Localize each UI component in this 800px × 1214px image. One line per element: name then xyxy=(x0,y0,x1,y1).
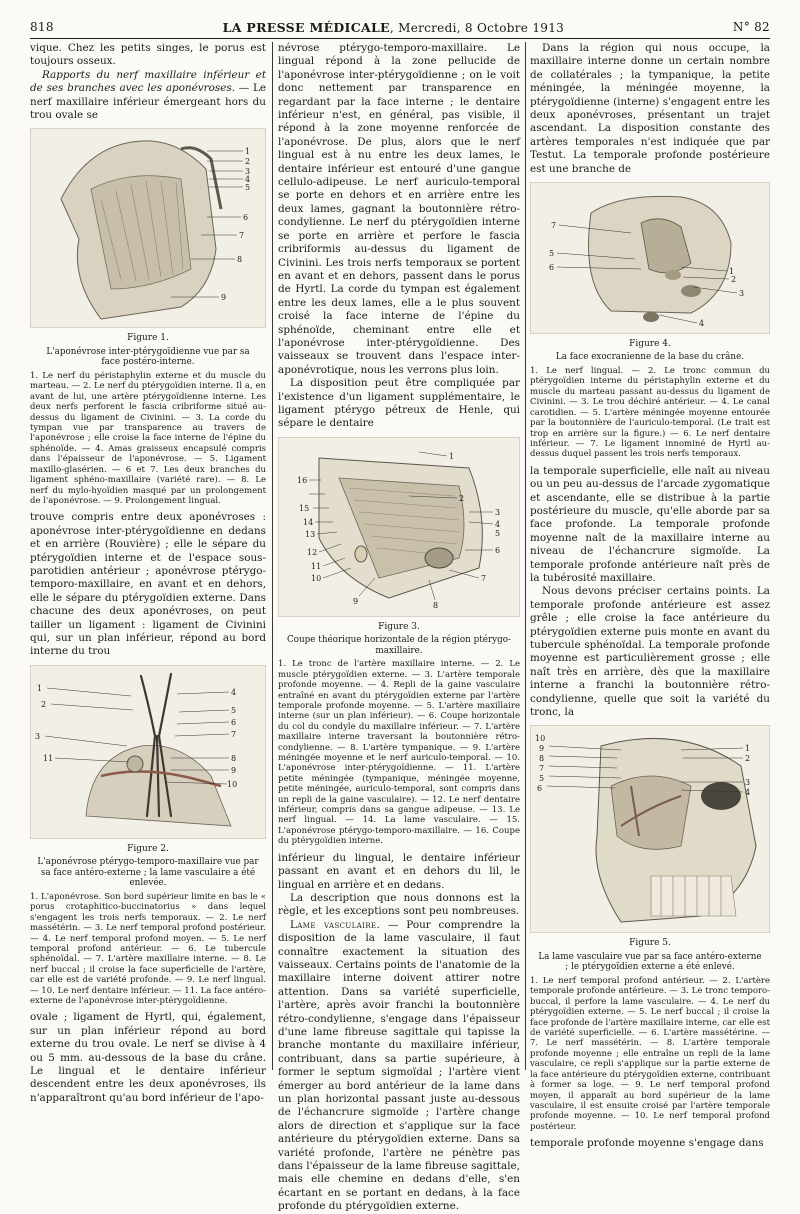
callout-number: 8 xyxy=(433,600,439,610)
callout-number: 1 xyxy=(745,744,751,754)
paragraph: inférieur du lingual, le dentaire inférieur passant en avant et en dehors du lil, le lingual en arrière et en dedans. xyxy=(278,851,520,891)
callout-number: 3 xyxy=(745,778,751,788)
callout-number: 8 xyxy=(237,255,243,265)
callout-number: 5 xyxy=(245,183,251,193)
callout-number: 11 xyxy=(311,561,322,571)
paragraph: La description que nous donnons est la règle, et les exceptions sont peu nombreuses. xyxy=(278,891,520,918)
figure-2-illustration xyxy=(30,665,266,839)
figure-1-caption: L'aponévrose inter-ptérygoïdienne vue par sa face postéro-interne. xyxy=(46,346,250,368)
figure-3-caption: Coupe théorique horizontale de la région ptérygo-maxillaire. xyxy=(286,635,512,656)
callout-number: 1 xyxy=(37,683,43,693)
figure-5-illustration xyxy=(530,725,770,933)
callout-number: 1 xyxy=(449,451,455,461)
paragraph: Dans la région qui nous occupe, la maxillaire interne donne un certain nombre de collatérales ; la tympanique, la petite méningée, la méningée moyenne, la ptérygoïdienne (interne) s'engagent entre les deux aponévroses, présentant un trajet ascendant. La disposition constante des artères temporales n'est indiquée que par Testut. La temporale profonde postérieure est une branche de xyxy=(530,42,770,175)
callout-number: 3 xyxy=(495,507,501,517)
figure-1-illustration xyxy=(30,128,266,328)
paragraph: La disposition peut être compliquée par l'existence d'un ligament supplémentaire, le ligament ptérygo pétreux de Henle, qui sépare le dentaire xyxy=(278,377,520,430)
callout-number: 6 xyxy=(243,213,249,223)
publication-title: LA PRESSE MÉDICALE xyxy=(222,19,390,35)
section-heading: Lame vasculaire. xyxy=(290,918,381,931)
callout-number: 13 xyxy=(305,529,316,539)
paragraph: temporale profonde moyenne s'engage dans xyxy=(530,1137,764,1150)
callout-number: 10 xyxy=(311,573,322,583)
callout-number: 15 xyxy=(299,503,310,513)
callout-number: 6 xyxy=(495,545,501,555)
figure-5-legend: 1. Le nerf temporal profond antérieur. — 2. L'artère temporale profonde antérieure. — 3. Le tronc temporo-buccal, il perfore la lame vasculaire. — 4. Le nerf du ptérygoïdien externe. — 5. Le nerf buccal ; il croise la face profonde de l'artère maxillaire interne, car elle est de variété superficielle. — 6. L'artère massétérine. — 7. Le nerf massétérin. — 8. L'artère temporale profonde moyenne ; elle entraîne un repli de la lame vasculaire, ce repli s'applique sur la partie externe de la face antérieure du ptérygoïdien externe, contribuant à former sa loge. — 9. Le nerf temporal profond moyen, il apparaît au bord supérieur de la lame vasculaire, il est ensuite croisé par l'artère temporale profonde moyenne. — 10. Le nerf temporal profond postérieur. xyxy=(530,976,770,1132)
paragraph: névrose ptérygo-temporo-maxillaire. Le lingual répond à la zone pellucide de l'aponévrose inter-ptérygoïdienne ; on le voit donc nettement par transparence en regardant par la face interne ; le dentaire inférieur n'est, en général, pas visible, il répond à la zone moyenne renforcée de l'aponévrose. De plus, alors que le nerf lingual est à nu entre les deux lames, le dentaire inférieur est entouré d'une gangue cellulo-adipeuse. Le nerf auriculo-temporal se porte en dehors et en arrière entre les deux lames, gagnant la boutonnière rétro-condylienne. Le nerf du ptérygoïdien interne se porte en arrière et perfore le fascia cribriformis au-dessus du ligament de Civinini. Les trois nerfs temporaux se portent en avant et en dehors, passent dans le porus de Hyrtl. La corde du tympan est également entre les deux lames, elle a le plus souvent croisé la face interne de l'épine du sphénoïde, cheminant entre elle et l'aponévrose inter-ptérygoïdienne. Des vaisseaux se trouvent dans l'espace inter-aponévrotique, nous les verrons plus loin. xyxy=(278,42,520,376)
paragraph: trouve compris entre deux aponévroses : aponévrose inter-ptérygoïdienne en dedans et en arrière (Rouvière) ; elle le sépare du ptérygoïdien interne et de l'espace sous-parotidien antérieur ; aponévrose ptérygo-temporo-maxillaire, en avant et en dehors, elle le sépare du ptérygoïdien externe. Dans chacune des deux aponévroses, on peut tailler un ligament : ligament de Civinini qui, sur un plan inférieur, répond au bord interne du trou xyxy=(30,511,266,658)
callout-number: 7 xyxy=(481,573,487,583)
paragraph: ovale ; ligament de Hyrtl, qui, également, sur un plan inférieur répond au bord externe du trou ovale. Le nerf se divise à 4 ou 5 mm. au-dessous de la base du crâne. Le lingual et le dentaire inférieur descendent entre les deux aponévroses, ils n'apparaîtront qu'au bord inférieur de l'apo- xyxy=(30,1011,266,1104)
column-rule xyxy=(525,42,526,1070)
figure-1-label: Figure 1. xyxy=(127,333,169,344)
figure-5-label: Figure 5. xyxy=(629,938,671,949)
callout-number: 7 xyxy=(239,231,245,241)
callout-number: 2 xyxy=(459,493,465,503)
figure-2-legend: 1. L'aponévrose. Son bord supérieur limite en bas le « porus crotaphitico-buccinatorius » dans lequel s'engagent les trois nerfs temporaux. — 2. Le nerf massétérin. — 3. Le nerf temporal profond postérieur. — 4. Le nerf temporal profond moyen. — 5. Le nerf temporal profond antérieur. — 6. Le tubercule sphénoïdal. — 7. L'artère maxillaire interne. — 8. Le nerf buccal ; il croise la face superficielle de l'artère, car elle est de variété profonde. — 9. Le nerf lingual. — 10. Le nerf dentaire inférieur. — 11. La face antéro-externe de l'aponévrose inter-ptérygoïdienne. xyxy=(30,891,266,1007)
paragraph: Rapports du nerf maxillaire inférieur et de ses branches avec les aponévroses. — Le nerf maxillaire inférieur émergeant hors du trou ovale se xyxy=(30,68,266,122)
column-1 xyxy=(30,42,266,1104)
page-number: 818 xyxy=(30,20,54,34)
callout-number: 3 xyxy=(35,731,41,741)
figure-1-legend: 1. Le nerf du péristaphylin externe et du muscle du marteau. — 2. Le nerf du ptérygoïdien interne. Il a, en avant de lui, une artère ptérygoïdienne interne. Les deux nerfs perforent le fascia cribriforme situé au-dessus du ligament de Civinini. — 3. La corde du tympan vue par transparence au travers de l'aponévrose ; elle croise la face interne de l'épine du sphénoïde. — 4. Amas graisseux encapsulé compris dans l'épaisseur de l'aponévrose. — 5. Ligament maxillo-glasérien. — 6 et 7. Les deux branches du ligament sphéno-maxillaire (variété rare). — 8. Le nerf du mylo-hyoïdien masqué par un prolongement de l'aponévrose. — 9. Prolongement lingual. xyxy=(30,371,266,506)
callout-number: 10 xyxy=(227,779,238,789)
section-heading: Rapports du nerf maxillaire inférieur et de ses branches avec les aponévroses. xyxy=(30,68,266,95)
callout-number: 6 xyxy=(549,263,555,273)
callout-number: 4 xyxy=(745,788,751,798)
callout-number: 3 xyxy=(245,167,251,177)
callout-number: 5 xyxy=(231,705,237,715)
callout-number: 9 xyxy=(221,293,227,303)
callout-number: 2 xyxy=(245,157,251,167)
column-3 xyxy=(530,42,770,1150)
callout-number: 5 xyxy=(495,528,501,538)
callout-number: 6 xyxy=(537,784,543,794)
callout-number: 4 xyxy=(495,519,501,529)
figure-4-illustration xyxy=(530,182,770,334)
figure-3-illustration xyxy=(278,437,520,617)
column-rule xyxy=(272,42,273,1070)
callout-number: 4 xyxy=(231,687,237,697)
callout-number: 10 xyxy=(535,734,546,744)
callout-number: 2 xyxy=(745,754,751,764)
callout-number: 4 xyxy=(245,175,251,185)
callout-number: 7 xyxy=(551,221,557,231)
callout-number: 3 xyxy=(739,289,745,299)
figure-5-caption: La lame vasculaire vue par sa face antéro-externe ; le ptérygoïdien externe a été enlevé. xyxy=(538,951,762,973)
paragraph: Nous devons préciser certains points. La temporale profonde antérieure est assez grêle ; elle croise la face antérieure du ptérygoïdien externe puis monte en avant du tubercule sphénoïdal. La temporale profonde moyenne est particulièrement grosse ; elle naît très en arrière, dès que la maxillaire interne a franchi la boutonnière rétro-condylienne, quelle que soit la variété du tronc, la xyxy=(530,585,770,719)
paragraph: la temporale superficielle, elle naît au niveau ou un peu au-dessus de l'arcade zygomatique et ascendante, elle se distribue à la partie postérieure du muscle, qu'elle aborde par sa face profonde. La temporale profonde moyenne naît de la maxillaire interne au niveau de l'échancrure sigmoïde. La temporale profonde antérieure naît près de la tubérosité maxillaire. xyxy=(530,464,770,584)
callout-number: 2 xyxy=(41,699,47,709)
callout-number: 9 xyxy=(353,596,359,606)
issue-number: N° 82 xyxy=(732,20,770,34)
callout-number: 1 xyxy=(245,147,251,157)
figure-3-label: Figure 3. xyxy=(378,621,420,632)
figure-4-caption: La face exocranienne de la base du crâne. xyxy=(555,352,745,363)
callout-number: 14 xyxy=(303,517,314,527)
callout-number: 8 xyxy=(539,754,545,764)
callout-number: 1 xyxy=(729,267,735,277)
issue-date: , Mercredi, 8 Octobre 1913 xyxy=(389,20,565,35)
callout-number: 5 xyxy=(539,774,545,784)
column-2 xyxy=(278,42,520,1213)
figure-2-label: Figure 2. xyxy=(127,843,169,854)
callout-number: 6 xyxy=(231,717,237,727)
paragraph: vique. Chez les petits singes, le porus est toujours osseux. xyxy=(30,42,266,68)
figure-2-caption: L'aponévrose ptérygo-temporo-maxillaire vue par sa face antéro-externe ; la lame vasculaire a été enlevée. xyxy=(37,857,259,889)
callout-number: 7 xyxy=(539,764,545,774)
callout-number: 5 xyxy=(549,249,555,259)
page-header xyxy=(30,16,770,39)
figure-4-legend: 1. Le nerf lingual. — 2. Le tronc commun du ptérygoïdien interne du péristaphylin externe et du muscle du marteau passant au-dessus du ligament de Civinini. — 3. Le trou déchiré antérieur. — 4. Le canal carotidien. — 5. L'artère méningée moyenne entourée par la boutonnière de l'auriculo-temporal. (Le trait est trop en arrière sur la figure.) — 6. Le nerf dentaire inférieur. — 7. Le ligament innominé de Hyrtl au-dessus duquel passent les trois nerfs temporaux. xyxy=(530,366,770,460)
callout-number: 12 xyxy=(307,547,318,557)
figure-3-legend: 1. Le tronc de l'artère maxillaire interne. — 2. Le muscle ptérygoïdien externe. — 3. L'artère temporale profonde moyenne. — 4. Repli de la gaine vasculaire entraîné en avant du ptérygoïdien externe par l'artère temporale profonde moyenne. — 5. L'artère maxillaire interne (sur un plan inférieur). — 6. Coupe horizontale du col du condyle du maxillaire inférieur. — 7. L'artère maxillaire interne traversant la boutonnière rétro-condylienne. — 8. L'artère tympanique. — 9. L'artère méningée moyenne et le nerf auriculo-temporal. — 10. L'aponévrose inter-ptérygoïdienne. — 11. L'artère petite méningée (tympanique, méningée moyenne, petite méningée, auriculo-temporal, sont compris dans un repli de la gaine vasculaire). — 12. Le nerf dentaire inférieur, compris dans sa gangue adipeuse. — 13. Le nerf lingual. — 14. La lame vasculaire. — 15. L'aponévrose ptérygo-temporo-maxillaire. — 16. Coupe du ptérygoïdien interne. xyxy=(278,659,520,847)
callout-number: 4 xyxy=(699,319,705,329)
callout-number: 16 xyxy=(297,475,308,485)
callout-number: 11 xyxy=(43,753,54,763)
callout-number: 9 xyxy=(539,744,545,754)
masthead xyxy=(223,20,564,35)
callout-number: 7 xyxy=(231,729,237,739)
paragraph: Lame vasculaire. — Pour comprendre la disposition de la lame vasculaire, il faut connaître exactement la situation des vaisseaux. Certains points de l'anatomie de la maxillaire interne doivent attirer notre attention. Dans sa variété superficielle, l'artère, après avoir franchi la boutonnière rétro-condylienne, s'engage dans l'épaisseur d'une lame fibreuse sagittale qui tapisse la branche montante du maxillaire inférieur, contribuant, dans sa partie supérieure, à former le septum sigmoïdal ; l'artère vient émerger au bord antérieur de la lame dans un plan horizontal passant juste au-dessous de l'échancrure sigmoïde ; l'artère change alors de direction et s'applique sur la face antérieure du ptérygoïdien externe. Dans sa variété profonde, l'artère ne pénètre pas dans l'épaisseur de la lame fibreuse sagittale, mais elle chemine en dedans d'elle, s'en écartant en se portant en dedans, à la face profonde du ptérygoïdien externe. xyxy=(278,918,520,1213)
callout-number: 9 xyxy=(231,765,237,775)
figure-4-label: Figure 4. xyxy=(629,339,671,350)
callout-number: 2 xyxy=(731,275,737,285)
callout-number: 8 xyxy=(231,753,237,763)
